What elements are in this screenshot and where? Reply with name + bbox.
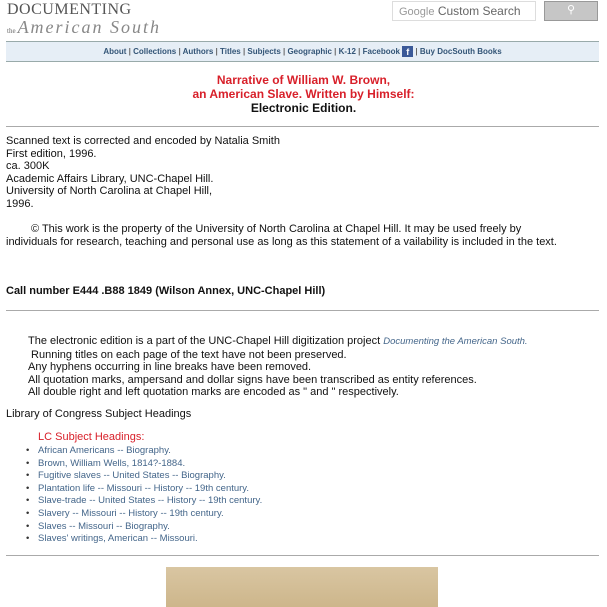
subject-list: [0, 445, 262, 546]
subject-link[interactable]: • Brown, William Wells, 1814?-1884.: [0, 458, 262, 471]
divider: [6, 126, 599, 127]
divider: [6, 310, 599, 311]
nav-collections[interactable]: Collections: [133, 47, 177, 56]
nav-about[interactable]: About: [103, 47, 127, 56]
subject-link[interactable]: • Slaves' writings, American -- Missouri.: [0, 533, 262, 546]
divider: [6, 555, 599, 556]
search-icon: ⚲: [566, 4, 576, 16]
loc-heading: Library of Congress Subject Headings: [6, 408, 192, 420]
nav-buy-books[interactable]: Buy DocSouth Books: [419, 47, 502, 56]
page-title: Narrative of William W. Brown, an American Slave. Written by Himself: Electronic Edition.: [192, 73, 415, 115]
facebook-icon[interactable]: f: [402, 46, 413, 57]
copyright-statement: © This work is the property of the University of North Carolina at Chapel Hill. It may be used freely by individuals for research, teaching and personal use as long as this statement of a vailability is included in the text.: [6, 223, 557, 248]
title-page-scan-image[interactable]: [166, 567, 438, 607]
subject-link[interactable]: • African Americans -- Biography.: [0, 445, 262, 458]
subject-link[interactable]: • Plantation life -- Missouri -- History -- 19th century.: [0, 483, 262, 496]
docsouth-link[interactable]: Documenting the American South.: [383, 336, 528, 347]
edition-notes: The electronic edition is a part of the UNC-Chapel Hill digitization project Documenting the American South. Running titles on each page of the text have not been preserved. Any hyphens occurring in line breaks have been removed. All quotation marks, ampersand and dollar signs have been transcribed as entity references. All double right and left quotation marks are encoded as " and " respectively.: [28, 335, 528, 399]
subject-link[interactable]: • Slaves -- Missouri -- Biography.: [0, 521, 262, 534]
call-number: Call number E444 .B88 1849 (Wilson Annex, UNC-Chapel Hill): [6, 285, 326, 297]
nav-titles[interactable]: Titles: [219, 47, 241, 56]
docsouth-logo[interactable]: DOCUMENTING the American South: [7, 1, 207, 41]
search-input[interactable]: Google Custom Search: [392, 1, 536, 21]
subject-link[interactable]: • Slave-trade -- United States -- History -- 19th century.: [0, 495, 262, 508]
nav-k12[interactable]: K-12: [338, 47, 356, 56]
nav-authors[interactable]: Authors: [182, 47, 214, 56]
logo-second-line: the American South: [7, 17, 162, 37]
nav-subjects[interactable]: Subjects: [247, 47, 281, 56]
lc-subject-label: LC Subject Headings:: [38, 431, 145, 443]
nav-facebook[interactable]: Facebook: [362, 47, 400, 56]
top-nav: About | Collections | Authors | Titles | Subjects | Geographic | K-12 | Facebook f | Buy DocSouth Books: [6, 41, 599, 62]
credits: Scanned text is corrected and encoded by Natalia Smith First edition, 1996. ca. 300K Academic Affairs Library, UNC-Chapel Hill. University of North Carolina at Chapel Hill, 1996.: [6, 135, 280, 210]
subject-link[interactable]: • Fugitive slaves -- United States -- Biography.: [0, 470, 262, 483]
search-button[interactable]: [544, 1, 598, 21]
nav-geographic[interactable]: Geographic: [287, 47, 332, 56]
subject-link[interactable]: • Slavery -- Missouri -- History -- 19th century.: [0, 508, 262, 521]
